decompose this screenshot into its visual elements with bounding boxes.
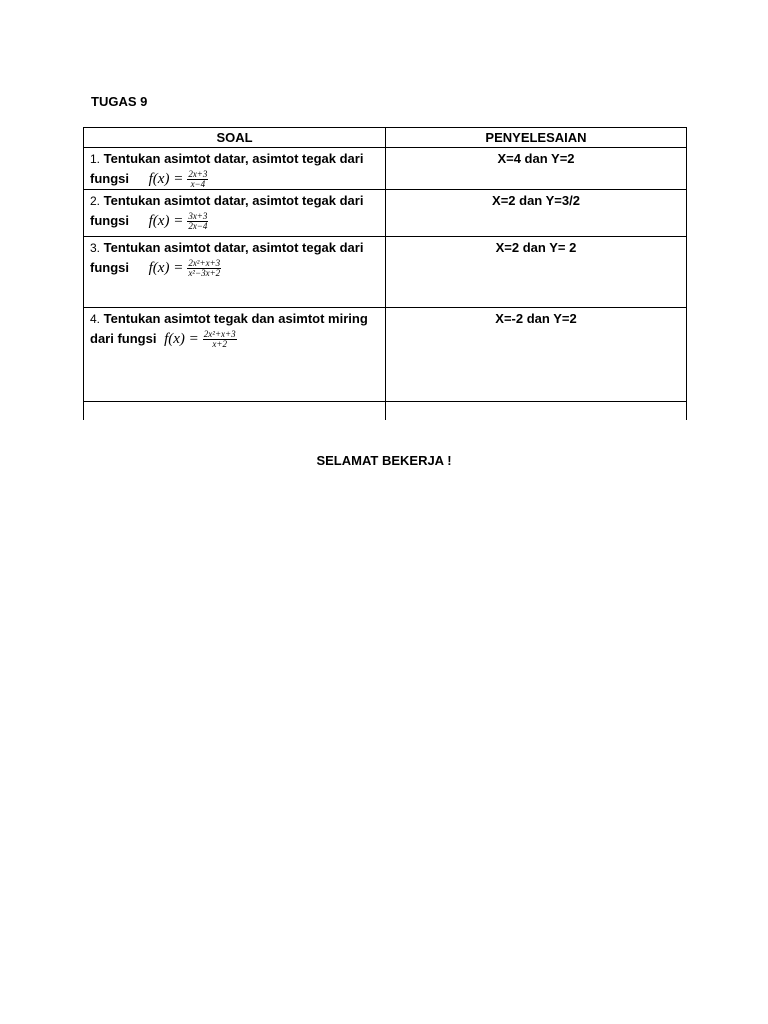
- formula-denominator: x+2: [212, 339, 227, 350]
- empty-cell: [386, 402, 687, 421]
- question-number: 2.: [90, 194, 101, 209]
- question-number: 1.: [90, 152, 101, 166]
- table-row: [84, 237, 687, 308]
- question-text-cont: dari fungsi: [90, 331, 157, 347]
- header-penyelesaian: PENYELESAIAN: [386, 128, 687, 148]
- table-header-row: [84, 128, 687, 148]
- formula-numerator: 2x²+x+3: [188, 258, 221, 269]
- question-number: 4.: [90, 312, 101, 327]
- closing-text: SELAMAT BEKERJA !: [316, 453, 452, 468]
- formula-numerator: 3x+3: [188, 211, 208, 222]
- task-table: [83, 127, 687, 420]
- question-text: Tentukan asimtot datar, asimtot tegak dari: [103, 151, 364, 166]
- question-text-cont: fungsi: [90, 260, 129, 276]
- question-cell: [84, 148, 386, 190]
- formula-fraction: [203, 330, 237, 349]
- formula-lhs: f(x) =: [148, 171, 184, 188]
- question-number: 3.: [90, 241, 101, 256]
- page-title: TUGAS 9: [91, 94, 148, 109]
- formula: [149, 170, 209, 189]
- table-row: [84, 308, 687, 402]
- answer-cell: X=2 dan Y=3/2: [386, 190, 687, 237]
- formula-lhs: f(x) =: [164, 331, 199, 348]
- question-cell: [84, 190, 386, 237]
- question-cell: [84, 308, 386, 402]
- formula-numerator: 2x²+x+3: [203, 329, 236, 340]
- formula-fraction: [187, 170, 208, 189]
- formula: [164, 330, 237, 349]
- formula-fraction: [187, 212, 208, 231]
- formula-lhs: f(x) =: [148, 260, 184, 277]
- question-text: Tentukan asimtot datar, asimtot tegak dari: [103, 240, 364, 256]
- question-text-cont: fungsi: [90, 171, 129, 186]
- table-row: [84, 190, 687, 237]
- table-row: [84, 148, 687, 190]
- formula-lhs: f(x) =: [148, 213, 184, 230]
- question-cell: [84, 237, 386, 308]
- table-row-empty: [84, 402, 687, 421]
- empty-cell: [84, 402, 386, 421]
- header-soal: SOAL: [84, 128, 386, 148]
- formula-denominator: x²−3x+2: [188, 268, 221, 279]
- question-text-cont: fungsi: [90, 213, 129, 229]
- question-text: Tentukan asimtot tegak dan asimtot miring: [103, 311, 368, 327]
- question-text: Tentukan asimtot datar, asimtot tegak dari: [103, 193, 364, 209]
- answer-cell: X=2 dan Y= 2: [386, 237, 687, 308]
- formula-fraction: [187, 259, 221, 278]
- formula-denominator: 2x−4: [188, 221, 208, 232]
- formula: [149, 259, 222, 278]
- formula-numerator: 2x+3: [188, 169, 208, 180]
- answer-cell: X=4 dan Y=2: [386, 148, 687, 190]
- formula-denominator: x−4: [190, 179, 206, 190]
- answer-cell: X=-2 dan Y=2: [386, 308, 687, 402]
- formula: [149, 212, 209, 231]
